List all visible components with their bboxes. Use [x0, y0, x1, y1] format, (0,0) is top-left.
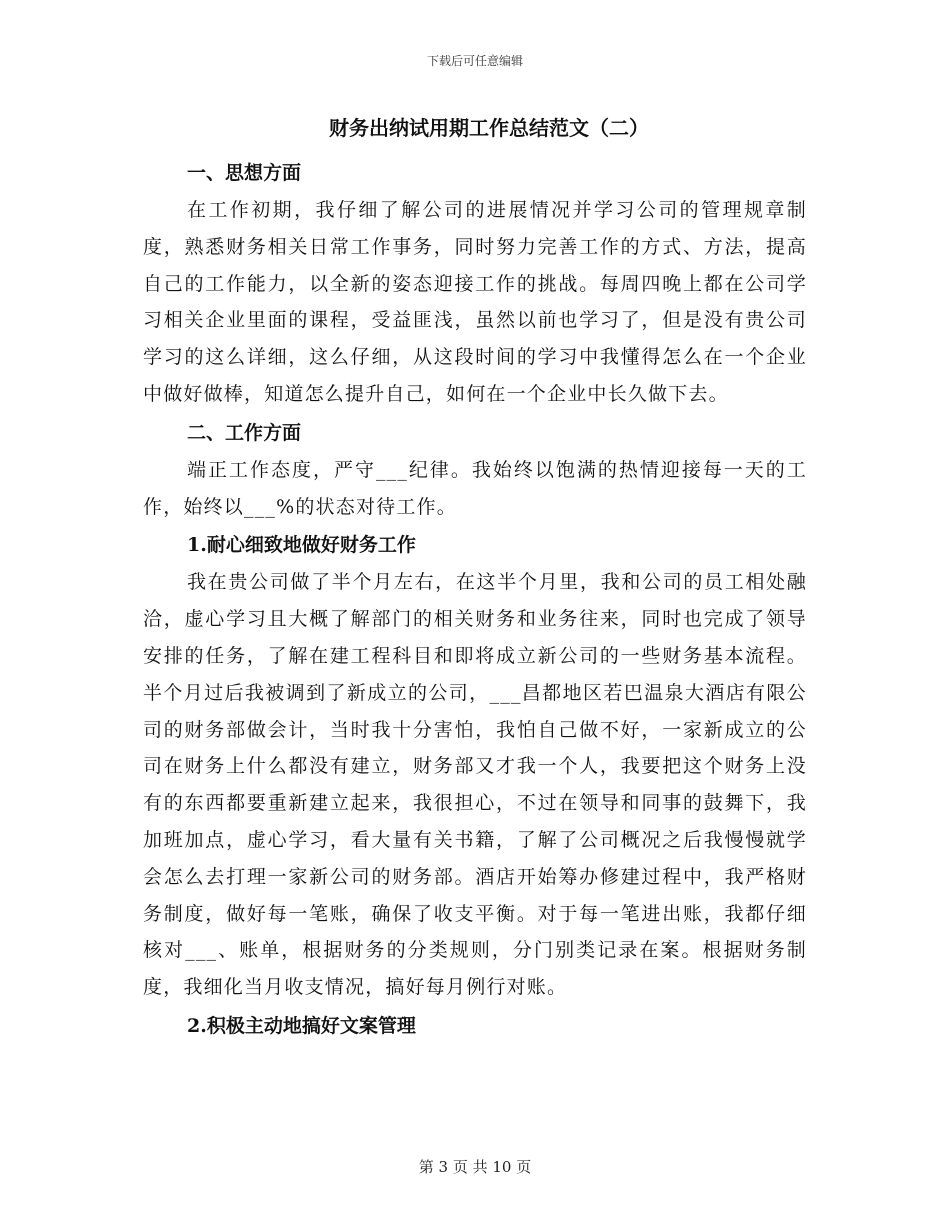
document-body [143, 113, 807, 1045]
section-heading-thought: 一、思想方面 [187, 162, 302, 184]
document-title: 财务出纳试用期工作总结范文（二） [329, 116, 649, 140]
subheading-document-management: 2.积极主动地搞好文案管理 [187, 1014, 416, 1037]
paragraph-work-attitude: 端正工作态度，严守___纪律。我始终以饱满的热情迎接每一天的工作，始终以___%的状态对待工作。 [143, 458, 807, 518]
section-heading-work: 二、工作方面 [187, 421, 302, 444]
header-note: 下载后可任意编辑 [426, 54, 523, 68]
subheading-finance-work: 1.耐心细致地做好财务工作 [187, 534, 416, 557]
page-number-footer: 第 3 页 共 10 页 [418, 1158, 532, 1176]
paragraph-finance-work: 我在贵公司做了半个月左右，在这半个月里，我和公司的员工相处融洽，虚心学习且大概了解部门的相关财务和业务往来，同时也完成了领导安排的任务，了解在建工程科目和即将成立新公司的一些财务基本流程。半个月过后我被调到了新成立的公司，___昌都地区若巴温泉大酒店有限公司的财务部做会计，当时我十分害怕，我怕自己做不好，一家新成立的公司在财务上什么都没有建立，财务部又才我一个人，我要把这个财务上没有的东西都要重新建立起来，我很担心，不过在领导和同事的鼓舞下，我加班加点，虚心学习，看大量有关书籍，了解了公司概况之后我慢慢就学会怎么去打理一家新公司的财务部。酒店开始筹办修建过程中，我严格财务制度，做好每一笔账，确保了收支平衡。对于每一笔进出账，我都仔细核对___、账单，根据财务的分类规则，分门别类记录在案。根据财务制度，我细化当月收支情况，搞好每月例行对账。 [143, 571, 807, 999]
paragraph-thought: 在工作初期，我仔细了解公司的进展情况并学习公司的管理规章制度，熟悉财务相关日常工作事务，同时努力完善工作的方式、方法，提高自己的工作能力，以全新的姿态迎接工作的挑战。每周四晚上都在公司学习相关企业里面的课程，受益匪浅，虽然以前也学习了，但是没有贵公司学习的这么详细，这么仔细，从这段时间的学习中我懂得怎么在一个企业中做好做棒，知道怎么提升自己，如何在一个企业中长久做下去。 [143, 199, 807, 405]
